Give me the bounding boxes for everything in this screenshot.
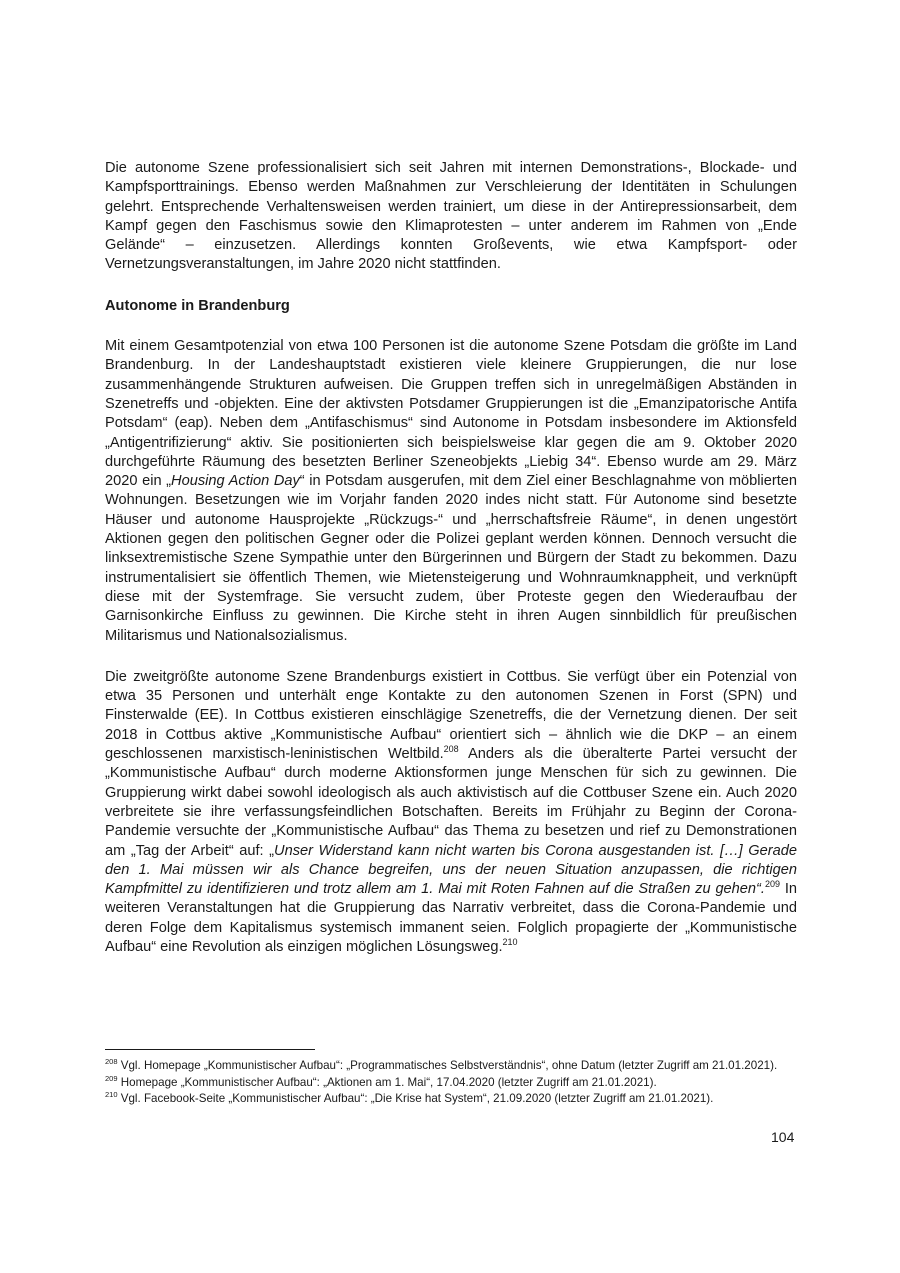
footnote-text: Vgl. Homepage „Kommunistischer Aufbau“: „Programmatisches Selbstverständnis“, ohne Datum (letzter Zugriff am 21.01.2021). xyxy=(120,1059,778,1072)
footnotes-section xyxy=(105,1049,797,1108)
footnote-210 xyxy=(105,1091,797,1107)
paragraph-potsdam xyxy=(105,337,797,646)
page-number: 104 xyxy=(771,1129,795,1145)
paragraph-cottbus-text-1: Die zweitgrößte autonome Szene Brandenburgs existiert in Cottbus. Sie verfügt über ein Potenzial von etwa 35 Personen und unterhält enge Kontakte zu den autonomen Szenen in Forst (SPN) und Finsterwalde (EE). In Cottbus existieren einschlägige Szenetreffs, die der Vernetzung dienen. Der seit 2018 in Cottbus aktive „Kommunistische Aufbau“ orientiert sich – ähnlich wie die DKP – an einem geschlossenen marxistisch-leninistischen Weltbild. xyxy=(105,668,797,763)
quote-kommunistischer-aufbau: Unser Widerstand kann nicht warten bis Corona ausgestanden ist. […] Gerade den 1. Mai müssen wir als Chance begreifen, uns der neuen Situation anzupassen, die richtigen Kampfmittel zu identifizieren und trotz allem am 1. Mai mit Roten Fahnen auf die Straßen zu gehen“. xyxy=(105,842,797,898)
page-body xyxy=(105,159,797,979)
footnote-ref-209[interactable]: 209 xyxy=(764,879,780,890)
footnote-ref-210[interactable]: 210 xyxy=(502,937,518,948)
paragraph-potsdam-text-1: Mit einem Gesamtpotenzial von etwa 100 Personen ist die autonome Szene Potsdam die größte im Land Brandenburg. In der Landeshauptstadt existieren viele kleinere Gruppierungen, die nur lose zusammenhängende Strukturen aufweisen. Die Gruppen treffen sich in unregelmäßigen Abständen in Szenetreffs und -objekten. Eine der aktivsten Potsdamer Gruppierungen ist die „Emanzipatorische Antifa Potsdam“ (eap). Neben dem „Antifaschismus“ sind Autonome in Potsdam insbesondere im Aktionsfeld „Antigentrifizierung“ aktiv. Sie positionierten sich beispielsweise klar gegen die am 9. Oktober 2020 durchgeführte Räumung des besetzten Berliner Szeneobjekts „Liebig 34“. Ebenso wurde am 29. März 2020 ein „ xyxy=(105,338,797,490)
footnote-text: Homepage „Kommunistischer Aufbau“: „Aktionen am 1. Mai“, 17.04.2020 (letzter Zugriff am 21.01.2021). xyxy=(120,1075,657,1089)
footnote-separator xyxy=(105,1049,315,1050)
footnote-ref-208[interactable]: 208 xyxy=(443,744,459,755)
footnote-text: Vgl. Facebook-Seite „Kommunistischer Aufbau“: „Die Krise hat System“, 21.09.2020 (letzter Zugriff am 21.01.2021). xyxy=(120,1092,714,1106)
housing-action-day: Housing Action Day xyxy=(171,473,300,490)
footnote-number: 209 xyxy=(105,1073,118,1083)
footnote-number: 210 xyxy=(105,1090,118,1100)
paragraph-cottbus-text-3: In weiteren Veranstaltungen hat die Gruppierung das Narrativ verbreitet, dass die Corona-Pandemie und deren Folge dem Kapitalismus systemisch immanent seien. Folglich propagierte der „Kommunistische Aufbau“ eine Revolution als einzigen möglichen Lösungsweg. xyxy=(105,881,797,955)
footnote-number: 208 xyxy=(105,1057,118,1067)
footnote-209 xyxy=(105,1075,797,1091)
paragraph-training: Die autonome Szene professionalisiert sich seit Jahren mit internen Demonstrations-, Blockade- und Kampfsporttrainings. Ebenso werden Maßnahmen zur Verschleierung der Identitäten in Schulungen gelehrt. Entsprechende Verhaltensweisen werden trainiert, um diese in der Antirepressionsarbeit, dem Kampf gegen den Faschismus sowie den Klimaprotesten – unter anderem im Rahmen von „Ende Gelände“ – einzusetzen. Allerdings konnten Großevents, wie etwa Kampfsport- oder Vernetzungsveranstaltungen, im Jahre 2020 nicht stattfinden. xyxy=(105,160,797,273)
footnote-208 xyxy=(105,1058,797,1074)
paragraph-cottbus xyxy=(105,668,797,957)
paragraph-cottbus-text-2: Anders als die überalterte Partei versucht der „Kommunistische Aufbau“ durch moderne Aktionsformen junge Menschen für sich zu gewinnen. Die Gruppierung wirkt dabei sowohl ideologisch als auch aktivistisch auf die Cottbuser Szene ein. Auch 2020 verbreitete sie ihre verfassungsfeindlichen Botschaften. Bereits im Frühjahr zu Beginn der Corona-Pandemie versuchte der „Kommunistische Aufbau“ das Thema zu besetzen und rief zu Demonstrationen am „Tag der Arbeit“ auf: „ xyxy=(105,746,797,859)
paragraph-potsdam-text-2: “ in Potsdam ausgerufen, mit dem Ziel einer Beschlagnahme von möblierten Wohnungen. Besetzungen wie im Vorjahr fanden 2020 indes nicht statt. Für Autonome sind besetzte Häuser und autonome Hausprojekte „Rückzugs-“ und „herrschaftsfreie Räume“, in denen ungestört Aktionen gegen den politischen Gegner oder die Polizei geplant werden können. Dennoch versucht die linksextremistische Szene Sympathie unter den Bürgerinnen und Bürgern der Stadt zu bekommen. Dazu instrumentalisiert sie öffentlich Themen, wie Mietensteigerung und Wohnraumknappheit, und verknüpft diese mit der Systemfrage. Sie versucht zudem, über Proteste gegen den Wiederaufbau der Garnisonkirche Einfluss zu gewinnen. Die Kirche steht in ihren Augen sinnbildlich für preußischen Militarismus und Nationalsozialismus. xyxy=(105,473,797,644)
section-heading: Autonome in Brandenburg xyxy=(105,297,290,314)
